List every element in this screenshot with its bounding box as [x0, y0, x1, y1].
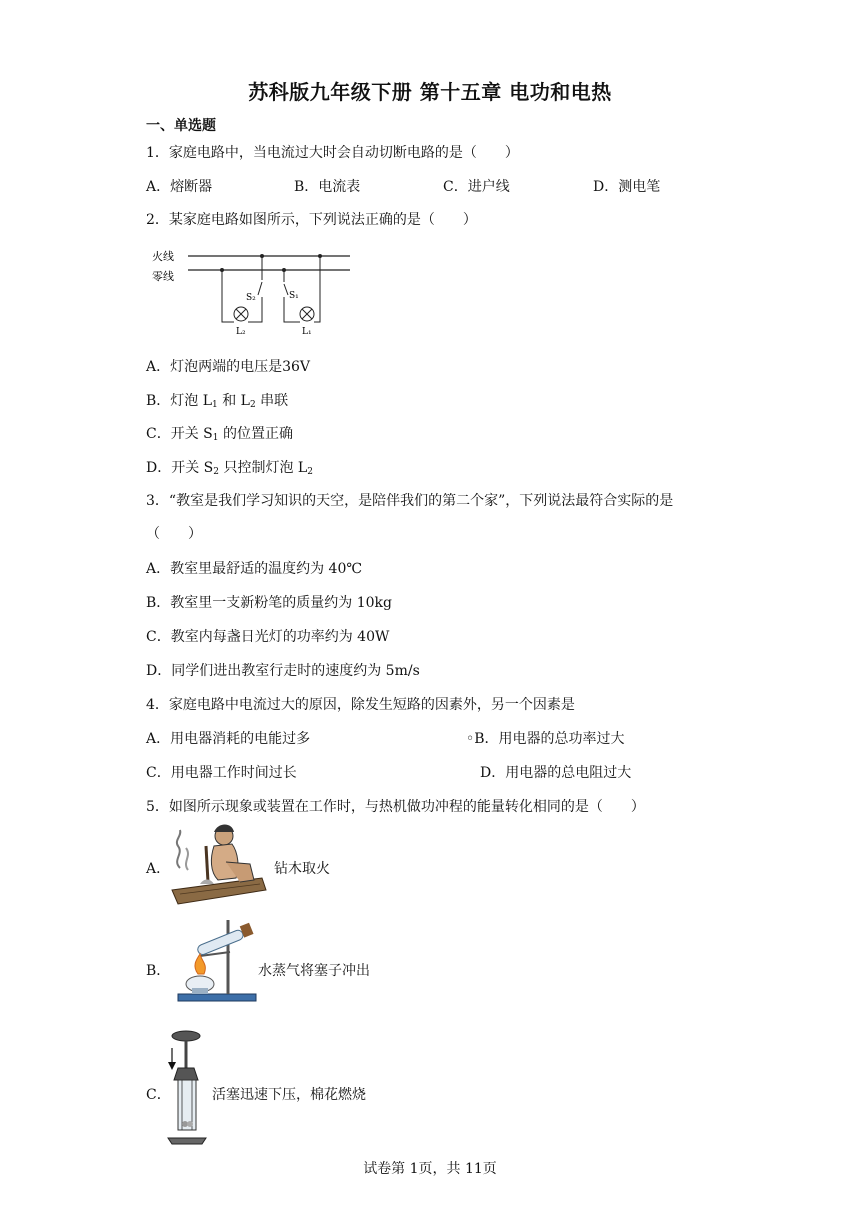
question-4-stem: 4．家庭电路中电流过大的原因，除发生短路的因素外，另一个因素是 — [146, 697, 575, 713]
lamp-l2-label: L₂ — [236, 327, 246, 337]
page-title: 苏科版九年级下册 第十五章 电功和电热 — [248, 80, 612, 104]
switch-s2-label: S₂ — [246, 293, 256, 303]
switch-s1 — [284, 284, 288, 295]
live-wire-label: 火线 — [152, 250, 174, 263]
neutral-wire-label: 零线 — [152, 270, 174, 283]
piston-cotton-image — [166, 1028, 212, 1150]
question-5-option-a-text: 钻木取火 — [274, 861, 330, 877]
lamp-l2 — [234, 307, 248, 321]
lamp-l1-label: L₁ — [302, 327, 312, 337]
question-2-option-a: A．灯泡两端的电压是36V — [146, 359, 311, 375]
question-5-option-c-text: 活塞迅速下压，棉花燃烧 — [212, 1087, 366, 1103]
question-3-option-b: B．教室里一支新粉笔的质量约为 10kg — [146, 595, 392, 611]
question-5-option-c-label: C． — [146, 1087, 171, 1103]
question-5-option-b-text: 水蒸气将塞子冲出 — [258, 963, 370, 979]
lamp-l1 — [300, 307, 314, 321]
circuit-diagram — [146, 242, 356, 338]
question-1-option-d: D．测电笔 — [593, 179, 661, 195]
question-2-stem: 2．某家庭电路如图所示，下列说法正确的是（ ） — [146, 212, 477, 228]
question-2-option-c: C．开关 $S_1$ 的位置正确 — [146, 426, 293, 443]
question-1-stem: 1．家庭电路中，当电流过大时会自动切断电路的是（ ） — [146, 145, 519, 161]
question-3-stem: 3．“教室是我们学习知识的天空，是陪伴我们的第二个家”，下列说法最符合实际的是 — [146, 493, 674, 509]
question-4-option-b: ◦B．用电器的总功率过大 — [466, 731, 625, 747]
question-5-stem: 5．如图所示现象或装置在工作时，与热机做功冲程的能量转化相同的是（ ） — [146, 799, 645, 815]
question-4-option-d: D．用电器的总电阻过大 — [480, 765, 632, 781]
page-footer: 试卷第 1页，共 11页 — [363, 1161, 497, 1177]
question-4-option-c: C．用电器工作时间过长 — [146, 765, 297, 781]
question-1-option-a: A．熔断器 — [146, 179, 213, 195]
drilling-wood-fire-image — [170, 818, 270, 910]
question-3-option-d: D．同学们进出教室行走时的速度约为 5m/s — [146, 663, 420, 679]
question-2-option-d: D．开关 $S_2$ 只控制灯泡 $L_2$ — [146, 460, 313, 477]
question-1-option-c: C．进户线 — [443, 179, 510, 195]
question-3-option-c: C．教室内每盏日光灯的功率约为 40W — [146, 629, 390, 645]
question-3-option-a: A．教室里最舒适的温度约为 40℃ — [146, 561, 363, 577]
question-5-option-b-label: B． — [146, 963, 171, 979]
question-5-option-a-label: A． — [146, 861, 171, 877]
question-1-option-b: B．电流表 — [294, 179, 361, 195]
question-2-option-b: B．灯泡 $L_1$ 和 $L_2$ 串联 — [146, 393, 289, 410]
switch-s1-label: S₁ — [289, 291, 299, 301]
question-3-stem-cont: （ ） — [146, 526, 202, 542]
question-4-option-a: A．用电器消耗的电能过多 — [146, 731, 311, 747]
section-heading: 一、单选题 — [146, 118, 216, 134]
switch-s2 — [258, 282, 262, 295]
steam-stopper-image — [172, 916, 262, 1006]
